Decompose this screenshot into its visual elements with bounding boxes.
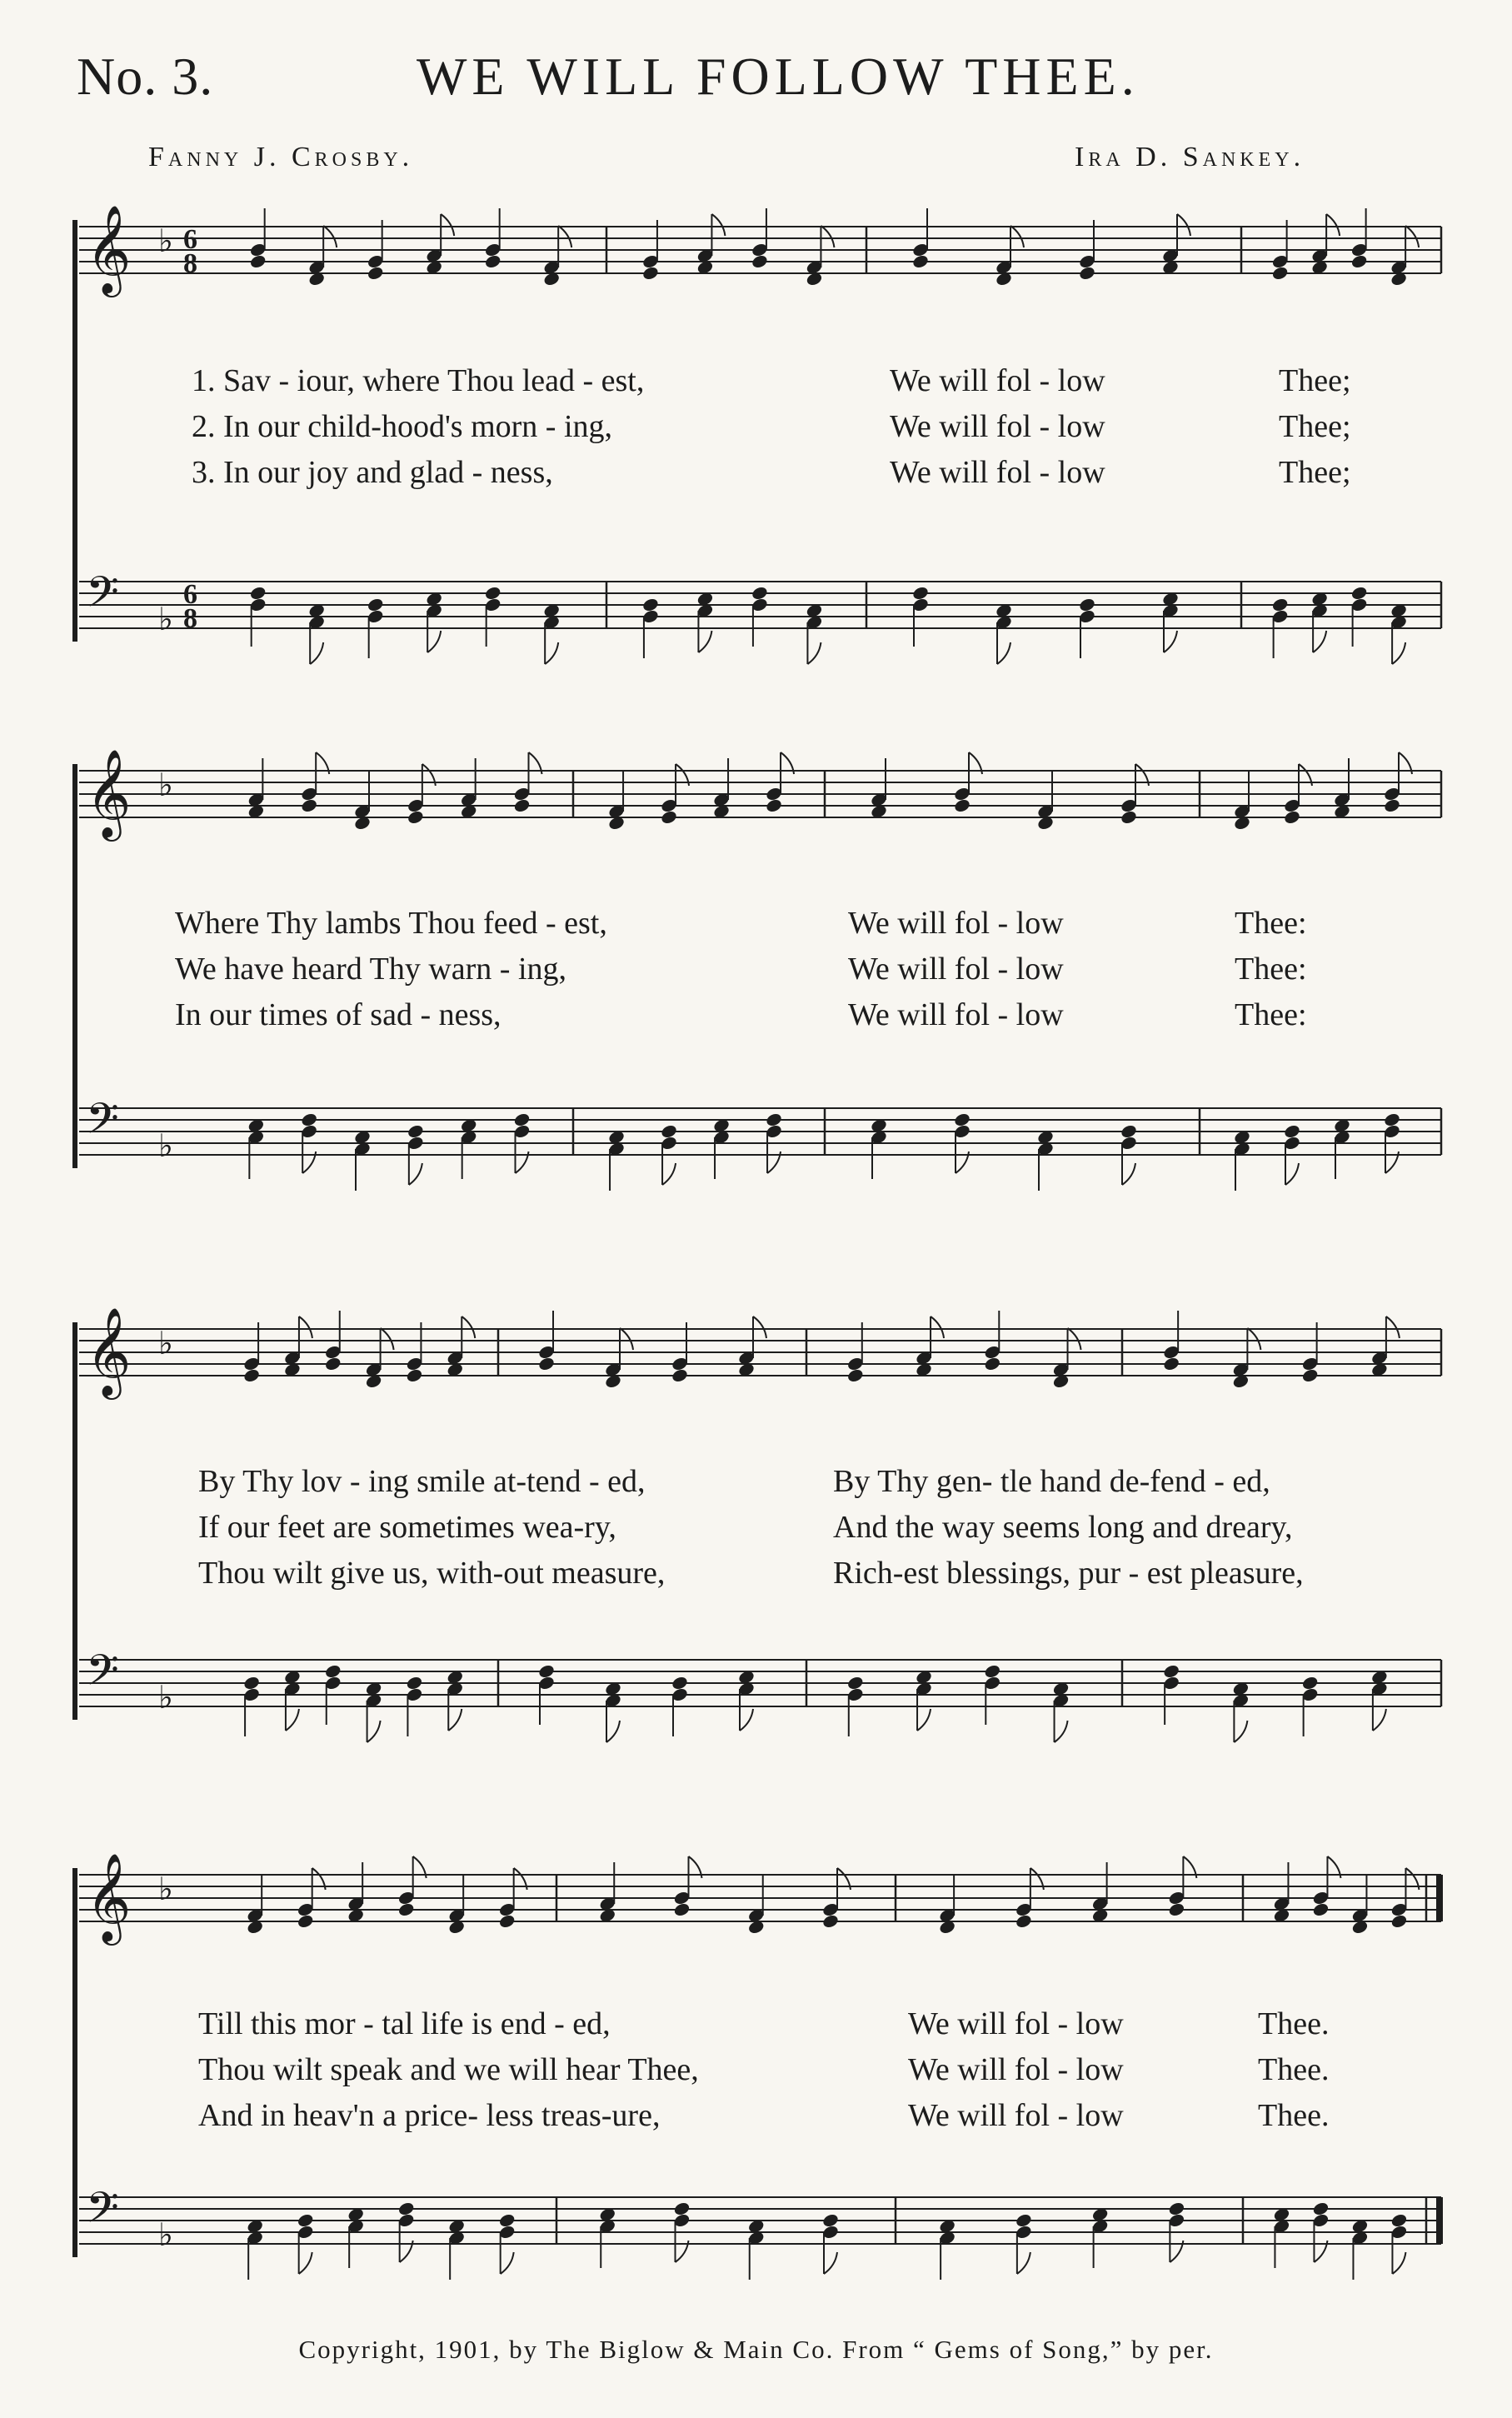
note-head bbox=[1312, 2201, 1330, 2216]
note-head bbox=[671, 1675, 689, 1691]
note-head bbox=[1167, 1901, 1185, 1917]
note-head bbox=[1383, 1112, 1401, 1127]
lyric-line bbox=[0, 997, 1512, 1035]
treble-clef-icon: 𝄞 bbox=[86, 204, 132, 293]
lyric-segment: Thee. bbox=[1258, 2006, 1330, 2041]
note-head bbox=[1015, 2212, 1033, 2228]
note-head bbox=[1120, 1123, 1138, 1139]
lyric-segment: Rich-est blessings, pur - est pleasure, bbox=[833, 1556, 1304, 1591]
flat-icon: ♭ bbox=[158, 2216, 173, 2253]
note-head bbox=[1350, 253, 1369, 269]
time-signature-top: 6 bbox=[183, 224, 197, 255]
lyric-segment: We have heard Thy warn - ing, bbox=[175, 952, 567, 987]
bass-clef-icon: 𝄢 bbox=[86, 2182, 119, 2243]
bass-clef-icon: 𝄢 bbox=[86, 1645, 119, 1706]
note-head bbox=[249, 585, 267, 601]
note-head bbox=[953, 797, 971, 813]
lyric-segment: And in heav'n a price- less treas-ure, bbox=[198, 2098, 661, 2133]
note-head bbox=[242, 1367, 261, 1383]
lyric-segment: We will fol - low bbox=[848, 997, 1064, 1032]
note-head bbox=[407, 1123, 425, 1139]
note-head bbox=[660, 1123, 678, 1139]
flat-icon: ♭ bbox=[158, 1679, 173, 1716]
flat-icon: ♭ bbox=[158, 1325, 173, 1361]
note-head bbox=[484, 585, 502, 601]
lyric-line bbox=[0, 951, 1512, 989]
lyric-line bbox=[0, 905, 1512, 943]
note-head bbox=[1283, 809, 1301, 825]
hymn-title: WE WILL FOLLOW THEE. bbox=[417, 47, 1140, 106]
note-head bbox=[641, 597, 660, 612]
note-head bbox=[242, 1675, 261, 1691]
composer-credit: Ira D. Sankey. bbox=[1075, 142, 1305, 172]
lyric-line bbox=[0, 408, 1512, 447]
note-head bbox=[1271, 597, 1290, 612]
lyric-line bbox=[0, 2097, 1512, 2136]
note-head bbox=[911, 585, 930, 601]
note-head bbox=[367, 597, 385, 612]
note-head bbox=[983, 1356, 1001, 1371]
lyric-segment: Thou wilt give us, with-out measure, bbox=[198, 1556, 666, 1591]
note-head bbox=[498, 2212, 516, 2228]
treble-clef-icon: 𝄞 bbox=[86, 1852, 132, 1941]
note-head bbox=[324, 1356, 342, 1371]
note-head bbox=[297, 1913, 315, 1929]
note-head bbox=[1271, 265, 1290, 281]
treble-clef-icon: 𝄞 bbox=[86, 748, 132, 837]
note-head bbox=[671, 1367, 689, 1383]
note-head bbox=[1015, 1913, 1033, 1929]
note-head bbox=[821, 1913, 840, 1929]
note-head bbox=[765, 797, 783, 813]
lyric-segment: Thee: bbox=[1235, 997, 1307, 1032]
note-head bbox=[641, 265, 660, 281]
note-head bbox=[498, 1913, 516, 1929]
time-signature-bottom: 8 bbox=[183, 603, 197, 634]
lyric-line bbox=[0, 362, 1512, 401]
note-head bbox=[751, 253, 769, 269]
note-head bbox=[1383, 797, 1401, 813]
copyright-footer: Copyright, 1901, by The Biglow & Main Co. From “ Gems of Song,” by per. bbox=[298, 2335, 1214, 2364]
note-head bbox=[300, 1112, 318, 1127]
lyric-segment: Thee; bbox=[1279, 363, 1351, 398]
note-head bbox=[1390, 2212, 1409, 2228]
time-signature-bottom: 8 bbox=[183, 248, 197, 279]
time-signature-top: 6 bbox=[183, 579, 197, 610]
lyric-segment: By Thy gen- tle hand de-fend - ed, bbox=[833, 1464, 1270, 1499]
lyric-segment: And the way seems long and dreary, bbox=[833, 1510, 1293, 1545]
lyric-segment: By Thy lov - ing smile at-tend - ed, bbox=[198, 1464, 646, 1499]
flat-icon: ♭ bbox=[158, 1871, 173, 1907]
hymn-number: No. 3. bbox=[77, 47, 214, 106]
note-head bbox=[300, 797, 318, 813]
lyric-segment: Till this mor - tal life is end - ed, bbox=[198, 2006, 611, 2041]
note-head bbox=[1078, 265, 1096, 281]
lyric-segment: Thee: bbox=[1235, 952, 1307, 987]
lyric-segment: Thee; bbox=[1279, 455, 1351, 490]
treble-staff bbox=[79, 204, 1441, 297]
lyric-segment: Thee; bbox=[1279, 409, 1351, 444]
note-head bbox=[846, 1675, 865, 1691]
bass-clef-icon: 𝄢 bbox=[86, 567, 119, 627]
treble-clef-icon: 𝄞 bbox=[86, 1306, 132, 1396]
note-head bbox=[1120, 809, 1138, 825]
treble-staff bbox=[79, 1852, 1443, 1946]
note-head bbox=[537, 1663, 556, 1679]
lyric-line bbox=[0, 1463, 1512, 1501]
bass-staff bbox=[79, 1645, 1441, 1742]
flat-icon: ♭ bbox=[158, 1127, 173, 1164]
note-head bbox=[673, 2201, 691, 2216]
note-head bbox=[1301, 1367, 1320, 1383]
lyric-segment: 3. In our joy and glad - ness, bbox=[192, 455, 553, 490]
lyric-segment: We will fol - low bbox=[908, 2098, 1124, 2133]
note-head bbox=[1078, 597, 1096, 612]
bass-clef-icon: 𝄢 bbox=[86, 1093, 119, 1154]
note-head bbox=[367, 265, 385, 281]
note-head bbox=[297, 2212, 315, 2228]
lyric-segment: Thee. bbox=[1258, 2052, 1330, 2087]
lyric-segment: Thou wilt speak and we will hear Thee, bbox=[198, 2052, 699, 2087]
treble-staff bbox=[79, 1306, 1441, 1400]
flat-icon: ♭ bbox=[158, 222, 173, 259]
flat-icon: ♭ bbox=[158, 767, 173, 803]
note-head bbox=[1283, 1123, 1301, 1139]
note-head bbox=[406, 1367, 424, 1383]
note-head bbox=[249, 253, 267, 269]
note-head bbox=[1390, 1913, 1409, 1929]
lyric-segment: We will fol - low bbox=[848, 952, 1064, 987]
lyric-segment: We will fol - low bbox=[908, 2052, 1124, 2087]
lyric-segment: In our times of sad - ness, bbox=[175, 997, 502, 1032]
treble-staff bbox=[79, 748, 1441, 842]
note-head bbox=[324, 1663, 342, 1679]
note-head bbox=[983, 1663, 1001, 1679]
note-head bbox=[537, 1356, 556, 1371]
lyric-segment: We will fol - low bbox=[890, 409, 1105, 444]
note-head bbox=[1350, 585, 1369, 601]
bass-staff bbox=[79, 2182, 1443, 2280]
note-head bbox=[673, 1901, 691, 1917]
lyricist-credit: Fanny J. Crosby. bbox=[148, 142, 414, 172]
note-head bbox=[660, 809, 678, 825]
lyric-segment: If our feet are sometimes wea-ry, bbox=[198, 1510, 616, 1545]
note-head bbox=[513, 1112, 531, 1127]
note-head bbox=[846, 1367, 865, 1383]
note-head bbox=[1167, 2201, 1185, 2216]
lyric-line bbox=[0, 1555, 1512, 1593]
lyric-segment: 2. In our child-hood's morn - ing, bbox=[192, 409, 613, 444]
note-head bbox=[751, 585, 769, 601]
note-head bbox=[1312, 1901, 1330, 1917]
lyric-segment: Thee: bbox=[1235, 906, 1307, 941]
lyric-line bbox=[0, 2051, 1512, 2090]
note-head bbox=[513, 797, 531, 813]
note-head bbox=[821, 2212, 840, 2228]
lyric-segment: Where Thy lambs Thou feed - est, bbox=[175, 906, 607, 941]
note-head bbox=[1162, 1356, 1180, 1371]
lyric-line bbox=[0, 2006, 1512, 2044]
note-head bbox=[765, 1112, 783, 1127]
lyric-segment: We will fol - low bbox=[890, 363, 1105, 398]
note-head bbox=[397, 2201, 416, 2216]
lyric-line bbox=[0, 454, 1512, 492]
note-head bbox=[484, 253, 502, 269]
note-head bbox=[397, 1901, 416, 1917]
note-head bbox=[1162, 1663, 1180, 1679]
note-head bbox=[953, 1112, 971, 1127]
lyric-segment: 1. Sav - iour, where Thou lead - est, bbox=[192, 363, 645, 398]
flat-icon: ♭ bbox=[158, 601, 173, 637]
lyric-line bbox=[0, 1509, 1512, 1547]
lyric-segment: Thee. bbox=[1258, 2098, 1330, 2133]
note-head bbox=[1301, 1675, 1320, 1691]
bass-staff bbox=[79, 1093, 1441, 1191]
lyric-segment: We will fol - low bbox=[890, 455, 1105, 490]
note-head bbox=[406, 1675, 424, 1691]
note-head bbox=[407, 809, 425, 825]
lyric-segment: We will fol - low bbox=[908, 2006, 1124, 2041]
bass-staff bbox=[79, 567, 1441, 664]
lyric-segment: We will fol - low bbox=[848, 906, 1064, 941]
note-head bbox=[911, 253, 930, 269]
